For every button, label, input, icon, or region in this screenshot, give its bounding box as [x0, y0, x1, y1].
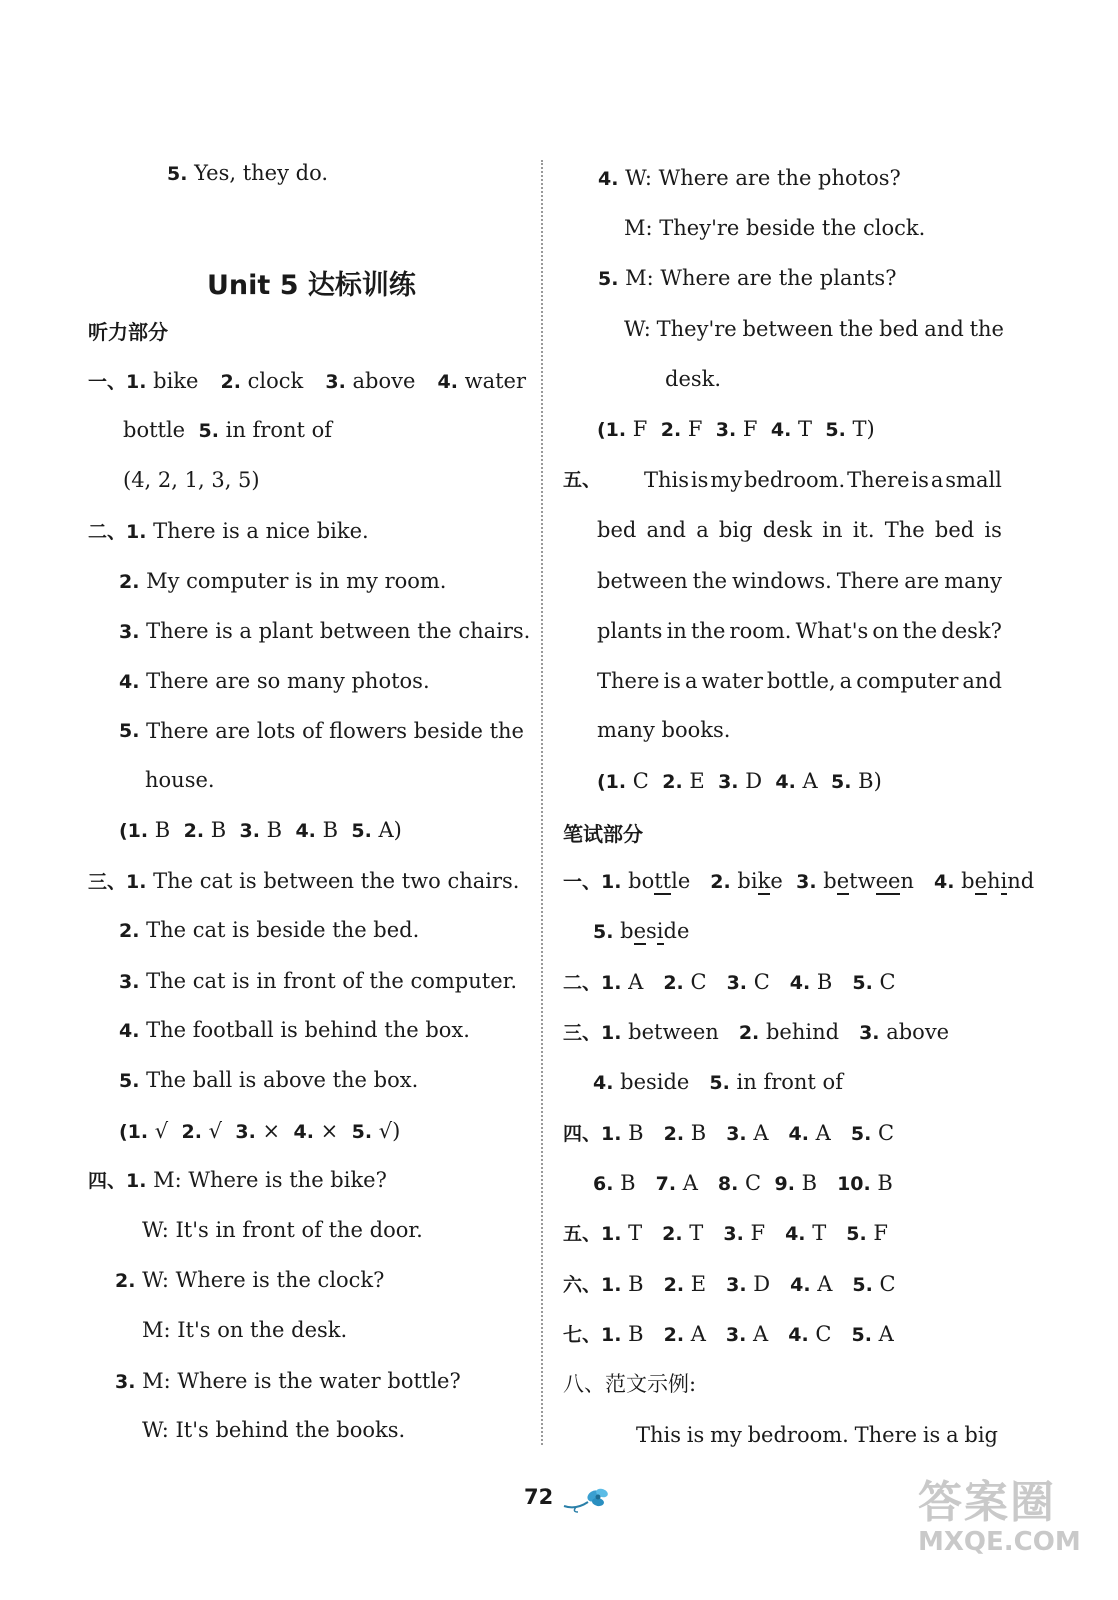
answer-line: 5. M: Where are the plants? [598, 266, 897, 290]
section-header-written: 笔试部分 [563, 822, 643, 846]
answer-line: 四、1. B 2. B 3. A 4. A 5. C [563, 1121, 895, 1145]
answer-line: 6. B 7. A 8. C 9. B 10. B [593, 1171, 893, 1195]
column-divider [541, 160, 543, 1445]
answer-line: 4. There are so many photos. [119, 669, 430, 693]
answer-line: M: They're beside the clock. [624, 216, 926, 240]
page-number: 72 [524, 1485, 554, 1509]
passage-line: between the windows. There are many [597, 569, 1002, 593]
passage-line: bed and a big desk in it. The bed is [597, 518, 1002, 542]
answer-line: 4. W: Where are the photos? [598, 166, 901, 190]
answer-key: (1. B 2. B 3. B 4. B 5. A) [119, 818, 402, 842]
answer-line: W: It's in front of the door. [142, 1218, 423, 1242]
answer-line: 5. There are lots of flowers beside the [119, 719, 524, 743]
answer-line: 2. My computer is in my room. [119, 569, 447, 593]
answer-line: 七、1. B 2. A 3. A 4. C 5. A [563, 1322, 894, 1346]
answer-line: 三、1. between 2. behind 3. above [563, 1020, 950, 1044]
passage-line: many books. [597, 718, 731, 742]
answer-line: 3. There is a plant between the chairs. [119, 619, 531, 643]
answer-line: 一、1. bike 2. clock 3. above 4. water [88, 369, 526, 393]
answer-key: (1. C 2. E 3. D 4. A 5. B) [597, 769, 882, 793]
answer-line: 二、1. A 2. C 3. C 4. B 5. C [563, 970, 896, 994]
passage-line: There is a water bottle, a computer and [597, 669, 1002, 693]
answer-line: 5. The ball is above the box. [119, 1068, 419, 1092]
answer-line: W: They're between the bed and the [624, 317, 1004, 341]
answer-line: 4. beside 5. in front of [593, 1070, 843, 1094]
section-header-listening: 听力部分 [88, 320, 168, 344]
watermark: 答案圈 MXQE.COM [918, 1477, 1081, 1557]
answer-line: 2. W: Where is the clock? [115, 1268, 385, 1292]
passage-line: plants in the room. What's on the desk? [597, 619, 1002, 643]
answer-line: 三、1. The cat is between the two chairs. [88, 869, 520, 893]
answer-line: 2. The cat is beside the bed. [119, 918, 420, 942]
answer-line: desk. [665, 367, 722, 391]
answer-line: W: It's behind the books. [142, 1418, 406, 1442]
answer-line: house. [145, 768, 215, 792]
answer-line: 5. beside [593, 919, 690, 943]
section-label: 八、范文示例: [563, 1372, 697, 1396]
answer-line: 六、1. B 2. E 3. D 4. A 5. C [563, 1272, 896, 1296]
passage-line: This is my bedroom. There is a big [636, 1423, 998, 1447]
answer-line: 一、1. bottle 2. bike 3. between 4. behind [563, 869, 1035, 893]
answer-line: 四、1. M: Where is the bike? [88, 1168, 387, 1192]
passage-line: This is my bedroom. There is a small [644, 468, 1002, 492]
answer-key: (4, 2, 1, 3, 5) [123, 468, 260, 492]
answer-line: 二、1. There is a nice bike. [88, 519, 369, 543]
answer-line: 3. M: Where is the water bottle? [115, 1369, 461, 1393]
answer-line: M: It's on the desk. [142, 1318, 348, 1342]
answer-line: 5. Yes, they do. [167, 161, 329, 185]
answer-line: bottle 5. in front of [123, 418, 333, 442]
section-label: 五、 [563, 469, 602, 491]
answer-line: 五、1. T 2. T 3. F 4. T 5. F [563, 1221, 888, 1245]
answer-key: (1. F 2. F 3. F 4. T 5. T) [597, 417, 875, 441]
answer-key: (1. √ 2. √ 3. × 4. × 5. √) [119, 1119, 401, 1143]
answer-line: 4. The football is behind the box. [119, 1018, 470, 1042]
flower-icon [562, 1484, 614, 1518]
page-title: Unit 5 达标训练 [207, 270, 416, 301]
answer-line: 3. The cat is in front of the computer. [119, 969, 518, 993]
